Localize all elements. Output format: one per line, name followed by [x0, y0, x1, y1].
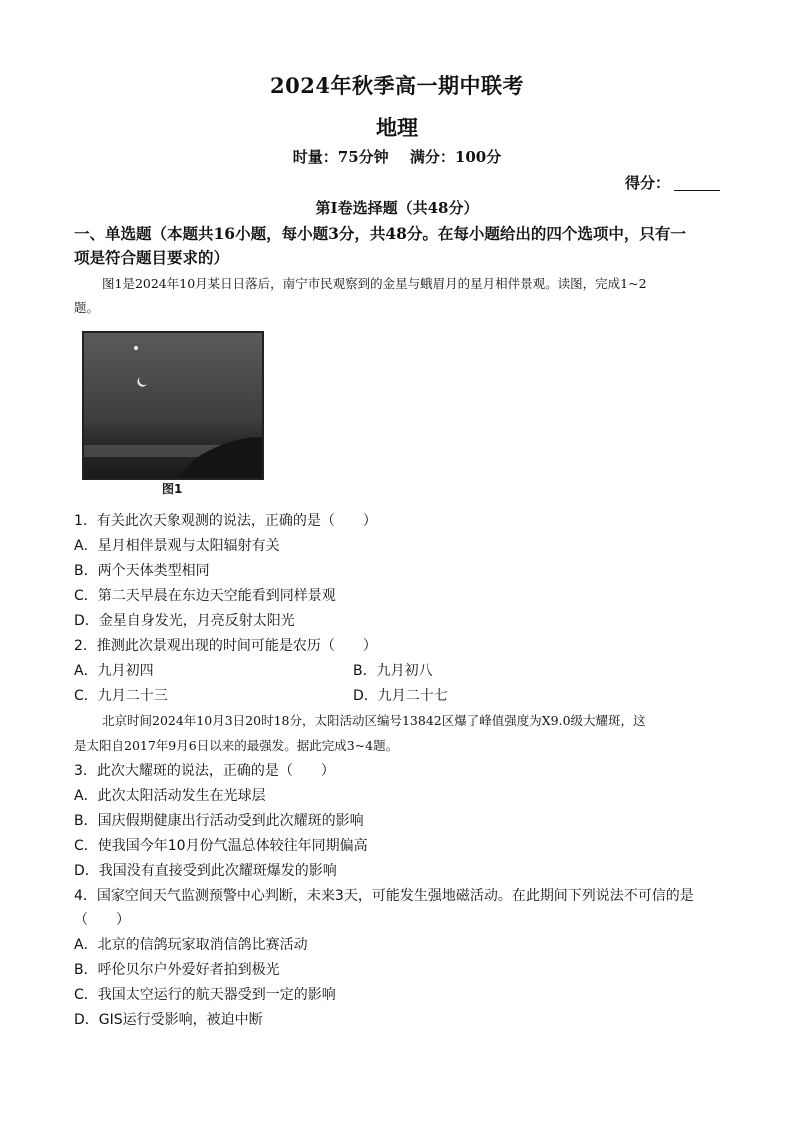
- q2-option-d: D．九月二十七: [353, 688, 448, 704]
- score-label: 得分：: [624, 174, 670, 192]
- full-score: 满分：100分: [409, 148, 502, 166]
- q1-option-d: D．金星自身发光，月亮反射太阳光: [74, 613, 295, 629]
- duration: 时量：75分钟: [292, 148, 389, 166]
- exam-title: 2024年秋季高一期中联考: [270, 73, 524, 98]
- section-instruction-line2: 项是符合题目要求的）: [74, 248, 230, 267]
- venus-star: [134, 346, 138, 350]
- q2-stem: 2．推测此次景观出现的时间可能是农历（ ）: [74, 638, 377, 654]
- q4-stem-continued: （ ）: [74, 912, 130, 928]
- figure-1-photo: [82, 331, 264, 480]
- q2-option-b: B．九月初八: [353, 663, 433, 679]
- score-blank: [674, 190, 720, 191]
- passage2-line1: 北京时间2024年10月3日20时18分，太阳活动区编号13842区爆了峰值强度为X9.0级大耀斑，这: [102, 713, 646, 728]
- q3-option-a: A．此次太阳活动发生在光球层: [74, 788, 266, 804]
- q2-option-a: A．九月初四: [74, 663, 154, 679]
- q1-option-a: A．星月相伴景观与太阳辐射有关: [74, 538, 280, 554]
- q4-option-c: C．我国太空运行的航天器受到一定的影响: [74, 987, 336, 1003]
- figure-1-caption: 图1: [162, 482, 183, 496]
- q3-option-c: C．使我国今年10月份气温总体较往年同期偏高: [74, 838, 368, 854]
- q1-stem: 1．有关此次天象观测的说法，正确的是（ ）: [74, 513, 377, 529]
- passage2-line2: 是太阳自2017年9月6日以来的最强发。据此完成3~4题。: [74, 738, 399, 753]
- q1-option-c: C．第二天早晨在东边天空能看到同样景观: [74, 588, 336, 604]
- q4-option-a: A．北京的信鸽玩家取消信鸽比赛活动: [74, 937, 308, 953]
- passage1-line1: 图1是2024年10月某日日落后，南宁市民观察到的金星与蛾眉月的星月相伴景观。读图，完成1~2: [102, 276, 647, 291]
- q3-option-b: B．国庆假期健康出行活动受到此次耀斑的影响: [74, 813, 364, 829]
- part-heading: 第Ⅰ卷选择题（共48分）: [315, 199, 479, 217]
- q4-stem: 4．国家空间天气监测预警中心判断，未来3天，可能发生强地磁活动。在此期间下列说法不可信的是: [74, 888, 694, 904]
- q4-option-d: D．GIS运行受影响，被迫中断: [74, 1012, 263, 1028]
- q4-option-b: B．呼伦贝尔户外爱好者拍到极光: [74, 962, 280, 978]
- q1-option-b: B．两个天体类型相同: [74, 563, 210, 579]
- crescent-moon: [138, 374, 151, 387]
- q3-stem: 3．此次大耀斑的说法，正确的是（ ）: [74, 763, 335, 779]
- exam-meta: [0, 146, 794, 167]
- subject-title: 地理: [376, 115, 418, 140]
- q2-option-c: C．九月二十三: [74, 688, 168, 704]
- section-instruction-line1: 一、单选题（本题共16小题，每小题3分，共48分。在每小题给出的四个选项中，只有一: [74, 224, 686, 243]
- q3-option-d: D．我国没有直接受到此次耀斑爆发的影响: [74, 863, 337, 879]
- score-field: [625, 172, 720, 193]
- passage1-line2: 题。: [74, 300, 100, 315]
